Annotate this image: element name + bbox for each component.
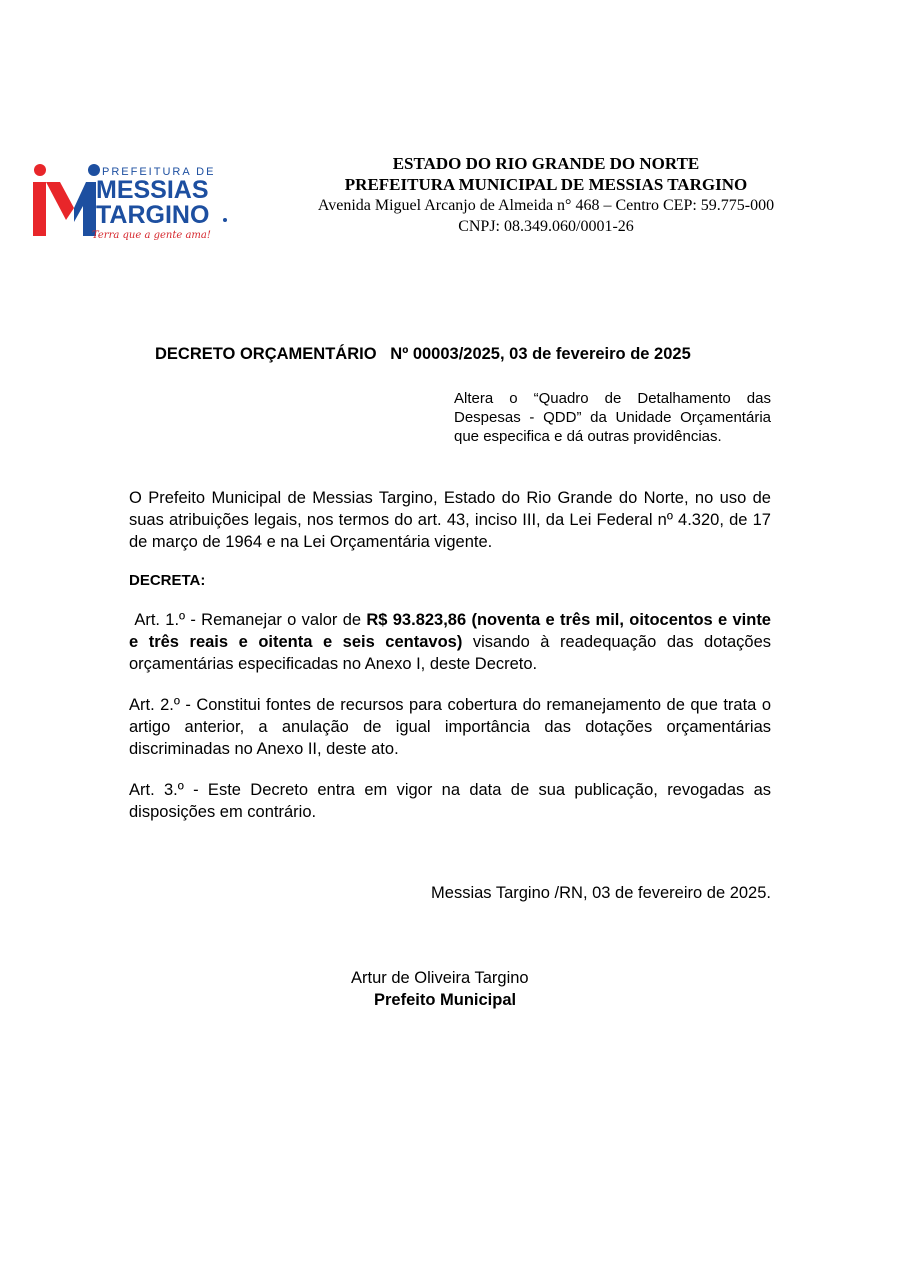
logo-m-blue xyxy=(74,182,96,236)
decree-ementa: Altera o “Quadro de Detalhamento das Despesas - QDD” da Unidade Orçamentária que especifica e dá outras providências. xyxy=(454,390,771,445)
header-address: Avenida Miguel Arcanjo de Almeida n° 468 – Centro CEP: 59.775-000 xyxy=(317,197,775,214)
header-state: ESTADO DO RIO GRANDE DO NORTE xyxy=(392,154,700,173)
decree-intro: O Prefeito Municipal de Messias Targino, Estado do Rio Grande do Norte, no uso de suas atribuições legais, nos termos do art. 43, inciso III, da Lei Federal nº 4.320, de 17 de março de 1964 e na Lei Orçamentária vigente. xyxy=(129,489,771,551)
article-1 xyxy=(129,609,771,675)
document-header xyxy=(282,153,810,237)
decree-decreta: DECRETA: xyxy=(129,572,206,589)
place-date: Messias Targino /RN, 03 de fevereiro de 2025. xyxy=(431,884,771,902)
signer-name: Artur de Oliveira Targino xyxy=(351,969,529,987)
logo-m-red xyxy=(33,182,46,236)
logo-slogan: Terra que a gente ama! xyxy=(92,230,211,241)
header-cnpj: CNPJ: 08.349.060/0001-26 xyxy=(458,218,634,235)
prefeitura-logo xyxy=(30,160,230,242)
article-1-prefix: Art. 1.º - Remanejar o valor de xyxy=(129,611,367,629)
article-1-suffix: visando à readequação das dotações orçamentárias especificadas no Anexo I, deste Decreto. xyxy=(129,633,771,673)
signer-role: Prefeito Municipal xyxy=(374,991,517,1009)
logo-m-red-diagonal xyxy=(46,182,74,220)
article-1-amount: R$ 93.823,86 (noventa e três mil, oitocentos e vinte e três reais e oitenta e seis centavos) xyxy=(129,611,771,651)
header-prefecture: PREFEITURA MUNICIPAL DE MESSIAS TARGINO xyxy=(344,175,748,194)
decree-title: DECRETO ORÇAMENTÁRIO Nº 00003/2025, 03 de fevereiro de 2025 xyxy=(155,345,691,363)
article-3: Art. 3.º - Este Decreto entra em vigor na data de sua publicação, revogadas as disposições em contrário. xyxy=(129,781,771,821)
logo-dot-blue xyxy=(88,164,100,176)
logo-dot-red xyxy=(34,164,46,176)
logo-line1: MESSIAS xyxy=(96,176,209,204)
article-2: Art. 2.º - Constitui fontes de recursos para cobertura do remanejamento de que trata o artigo anterior, a anulação de igual importância das dotações orçamentárias discriminadas no Anexo II, deste ato. xyxy=(129,696,771,758)
logo-line2: TARGINO xyxy=(96,201,210,229)
logo-top-text: PREFEITURA DE xyxy=(102,166,216,178)
